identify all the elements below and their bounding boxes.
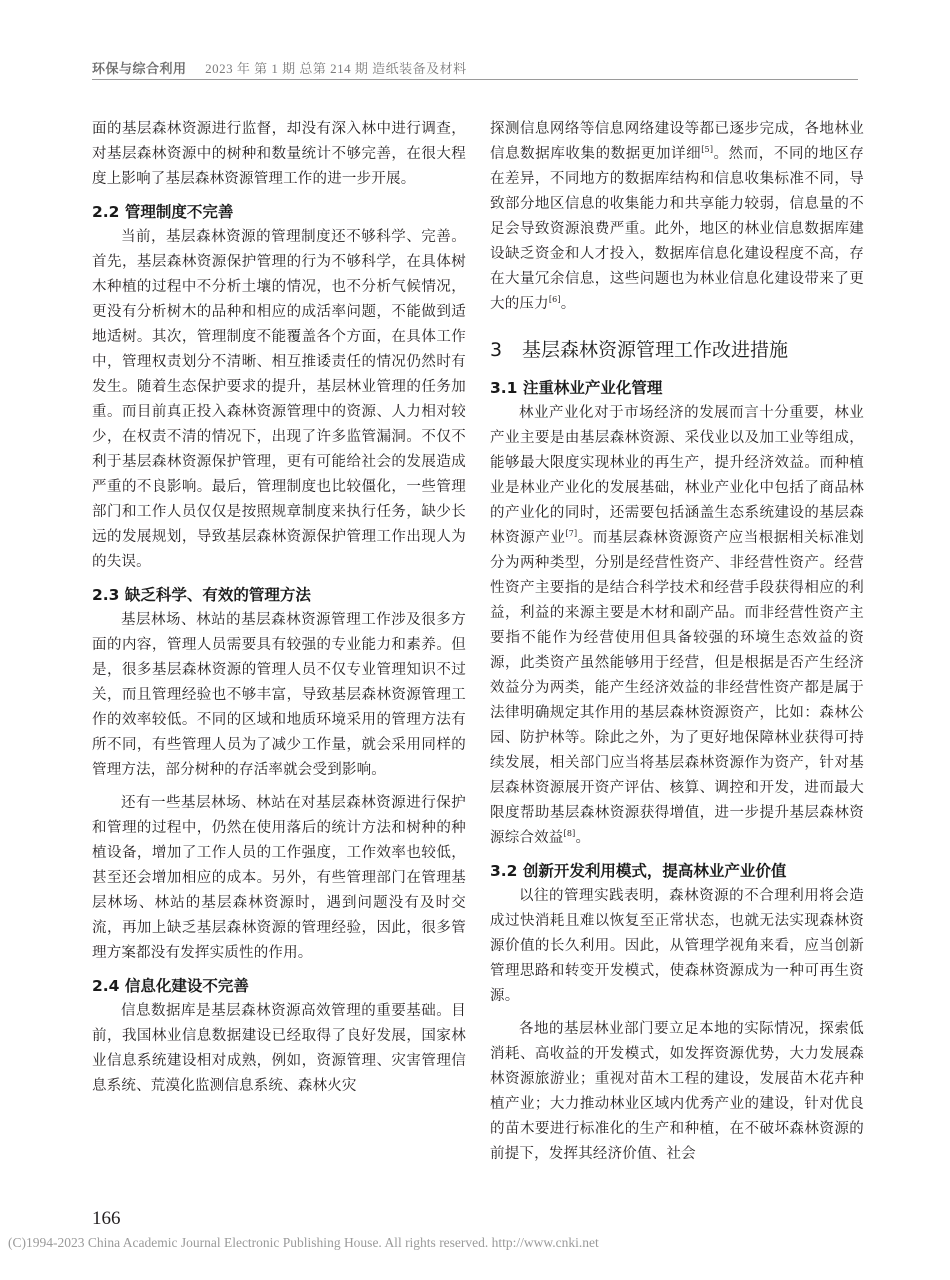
citation-7: [7] [565,529,578,538]
section-heading-2-4: 2.4 信息化建设不完善 [92,977,249,995]
journal-section-title: 环保与综合利用 [92,62,187,77]
section-heading-2-3: 2.3 缺乏科学、有效的管理方法 [92,586,311,604]
citation-8: [8] [563,829,576,838]
left-column [92,117,466,1202]
section-heading-3 [490,335,864,365]
paragraph-2-3-b: 还有一些基层林场、林站在对基层森林资源进行保护和管理的过程中，仍然在使用落后的统计方法和树种的种植设备，增加了工作人员的工作强度，工作效率也较低，甚至还会增加相应的成本。另外，有些管理部门在管理基层林场、林站的基层森林资源时，遇到问题没有及时交流，再加上缺乏基层森林资源的管理经验，因此，很多管理方案都没有发挥实质性的作用。 [92,795,466,961]
paragraph-3-2-b: 各地的基层林业部门要立足本地的实际情况，探索低消耗、高收益的开发模式，如发挥资源优势，大力发展森林资源旅游业；重视对苗木工程的建设，发展苗木花卉种植产业；大力推动林业区域内优秀产业的建设，针对优良的苗木要进行标准化的生产和种植，在不破坏森林资源的前提下，发挥其经济价值、社会 [490,1021,864,1162]
section-heading-3-1: 3.1 注重林业产业化管理 [490,379,663,397]
section-heading-2-2: 2.2 管理制度不完善 [92,203,234,221]
issue-info: 2023 年 第 1 期 总第 214 期 造纸装备及材料 [205,61,467,76]
copyright-notice: (C)1994-2023 China Academic Journal Electronic Publishing House. All rights reserved. http://www.cnki.net [8,1235,599,1250]
citation-6: [6] [548,295,561,304]
paragraph-3-2-a: 以往的管理实践表明，森林资源的不合理利用将会造成过快消耗且难以恢复至正常状态，也就无法实现森林资源价值的长久利用。因此，从管理学视角来看，应当创新管理思路和转变开发模式，使森林资源成为一种可再生资源。 [490,888,864,1004]
running-header [92,58,858,84]
paragraph-continued: 面的基层森林资源进行监督，却没有深入林中进行调查，对基层森林资源中的树种和数量统计不够完善，在很大程度上影响了基层森林资源管理工作的进一步开展。 [92,121,466,187]
citation-5: [5] [701,145,714,154]
right-column [490,117,864,1202]
paragraph-2-2: 当前，基层森林资源的管理制度还不够科学、完善。首先，基层森林资源保护管理的行为不够科学，在具体树木种植的过程中不分析土壤的情况，也不分析气候情况，更没有分析树木的品种和相应的成活率问题，不能做到适地适树。其次，管理制度不能覆盖各个方面，在具体工作中，管理权责划分不清晰、相互推诿责任的情况仍然时有发生。随着生态保护要求的提升，基层林业管理的任务加重。而目前真正投入森林资源管理中的资源、人力相对较少，在权责不清的情况下，出现了许多监管漏洞。不仅不利于基层森林资源保护管理，更有可能给社会的发展造成严重的不良影响。最后，管理制度也比较僵化，一些管理部门和工作人员仅仅是按照规章制度来执行任务，缺少长远的发展规划，导致基层森林资源保护管理工作出现人为的失误。 [92,229,466,570]
section-number: 3 [490,339,503,361]
header-divider [92,79,858,80]
section-heading-3-2: 3.2 创新开发利用模式，提高林业产业价值 [490,862,787,880]
paragraph-2-3-a: 基层林场、林站的基层森林资源管理工作涉及很多方面的内容，管理人员需要具有较强的专业能力和素养。但是，很多基层森林资源的管理人员不仅专业管理知识不过关，而且管理经验也不够丰富，导致基层森林资源管理工作的效率较低。不同的区域和地质环境采用的管理方法有所不同，有些管理人员为了减少工作量，就会采用同样的管理方法，部分树种的存活率就会受到影响。 [92,612,466,778]
paragraph-2-4-continued: 探测信息网络等信息网络建设等都已逐步完成，各地林业信息数据库收集的数据更加详细[5]。然而，不同的地区存在差异，不同地方的数据库结构和信息收集标准不同，导致部分地区信息的收集能力和共享能力较弱，信息量的不足会导致资源浪费严重。此外，地区的林业信息数据库建设缺乏资金和人才投入，数据库信息化建设程度不高，存在大量冗余信息，这些问题也为林业信息化建设带来了更大的压力[6]。 [490,121,864,312]
page-number: 166 [92,1208,121,1229]
paragraph-2-4: 信息数据库是基层森林资源高效管理的重要基础。目前，我国林业信息数据建设已经取得了良好发展，国家林业信息系统建设相对成熟，例如，资源管理、灾害管理信息系统、荒漠化监测信息系统、森林火灾 [92,1003,466,1094]
paragraph-3-1: 林业产业化对于市场经济的发展而言十分重要，林业产业主要是由基层森林资源、采伐业以及加工业等组成，能够最大限度实现林业的再生产，提升经济效益。而种植业是林业产业化的发展基础，林业产业化中包括了商品林的产业化的同时，还需要包括涵盖生态系统建设的基层森林资源产业[7]。而基层森林资源资产应当根据相关标准划分为两种类型，分别是经营性资产、非经营性资产。经营性资产主要指的是结合科学技术和经营手段获得相应的利益，利益的来源主要是木材和副产品。而非经营性资产主要指不能作为经营使用但具备较强的环境生态效益的资源，此类资产虽然能够用于经营，但是根据是否产生经济效益分为两类，能产生经济效益的非经营性资产都是属于法律明确规定其作用的基层森林资源资产，比如：森林公园、防护林等。除此之外，为了更好地保障林业获得可持续发展，相关部门应当将基层森林资源作为资产，针对基层森林资源展开资产评估、核算、调控和开发，进而最大限度帮助基层森林资源获得增值，进一步提升基层森林资源综合效益[8]。 [490,405,864,846]
section-title: 基层森林资源管理工作改进措施 [522,339,789,361]
